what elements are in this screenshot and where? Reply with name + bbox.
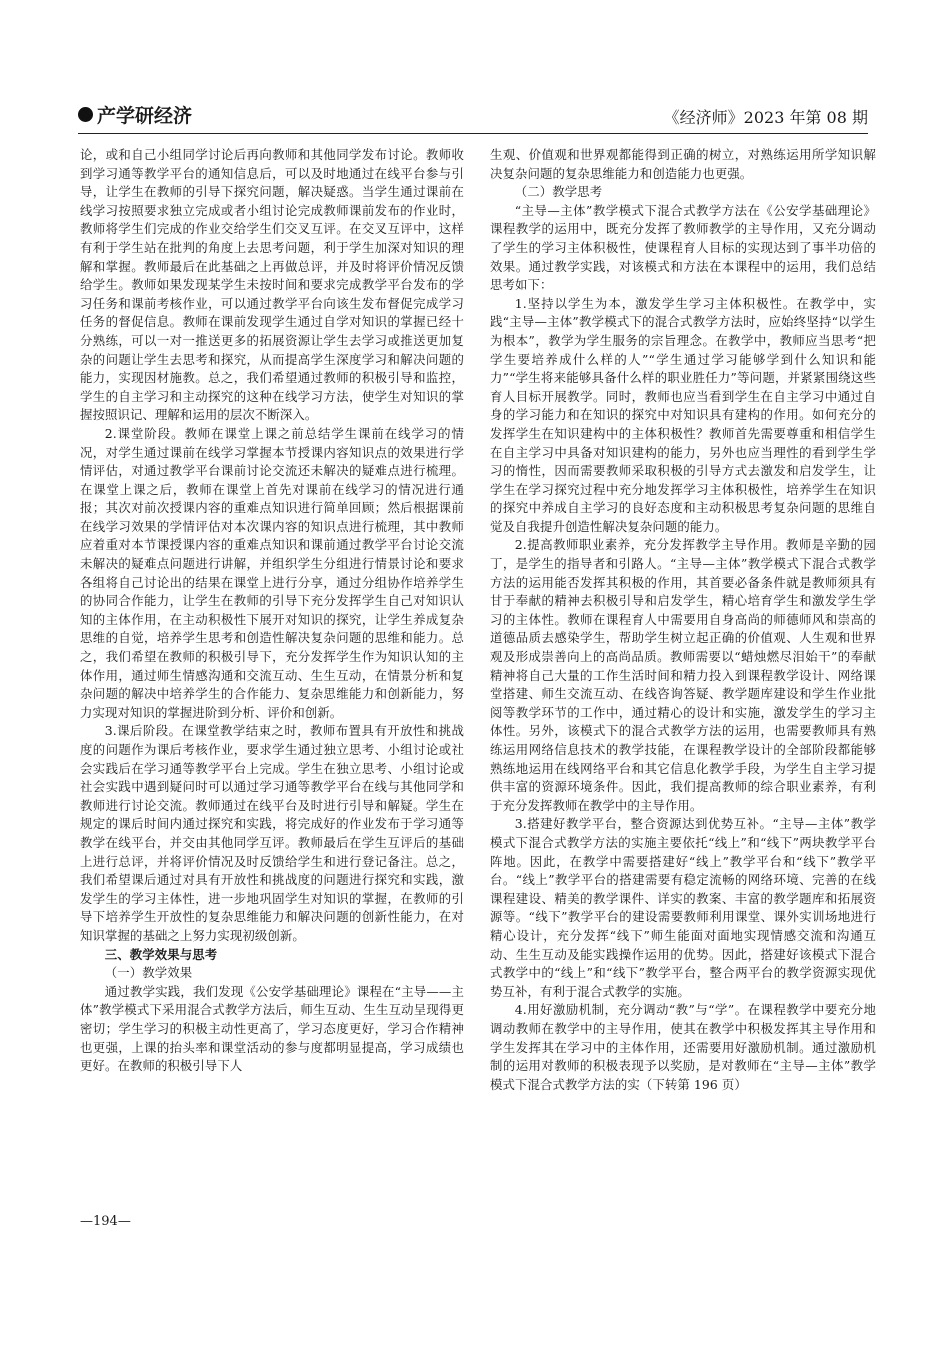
subsection-heading: （二）教学思考	[514, 184, 603, 200]
paragraph: 2.课堂阶段。教师在课堂上课之前总结学生课前在线学习的情况，对学生通过课前在线学习掌握本节授课内容知识点的效果进行学情评估，对通过教学平台课前讨论交流还未解决的疑难点进行梳理。在课堂上课之后，教师在课堂上首先对课前在线学习的情况进行通报；其次对前次授课内容的重难点知识进行简单回顾；然后根据课前在线学习效果的学情评估对本次课内容的知识点进行梳理，其中教师应着重对本节课授课内容的重难点知识和课前通过教学平台讨论交流未解决的疑难点问题进行讲解，并组织学生分组进行情景讨论和要求各组将自己讨论出的结果在课堂上进行分享，通过分组协作培养学生的协同合作能力，让学生在教师的引导下充分发挥学生自己对知识认知的主体作用，在主动积极性下展开对知识的探究，让学生养成复杂思维的自觉，培养学生思考和创造性解决复杂问题的思维和能力。总之，我们希望在教师的积极引导下，充分发挥学生作为知识认知的主体作用，通过师生情感沟通和交流互动、生生互动，在情景分析和复杂问题的解决中培养学生的合作能力、复杂思维能力和创新能力，努力实现对知识的掌握进阶到分析、评价和创新。	[80, 425, 464, 720]
paragraph: 生观、价值观和世界观都能得到正确的树立，对熟练运用所学知识解决复杂问题的复杂思维能力和创造能力也更强。	[490, 147, 876, 181]
subsection-heading: （一）教学效果	[104, 965, 193, 981]
paragraph: 1.坚持以学生为本，激发学生学习主体积极性。在教学中，实践“主导—主体”教学模式下的混合式教学方法时，应始终坚持“以学生为根本”，教学为学生服务的宗旨理念。在教学中，教师应当思考“把学生要培养成什么样的人”“学生通过学习能够学到什么知识和能力”“学生将来能够具备什么样的职业胜任力”等问题，并紧紧围绕这些育人目标开展教学。同时，教师也应当看到学生在自主学习中通过自身的学习能力和在知识的探究中对知识具有建构的作用。如何充分的发挥学生在知识建构中的主体积极性？教师首先需要尊重和相信学生在自主学习中具备对知识建构的能力，另外也应当理性的看到学生学习的惰性，因而需要教师采取积极的引导方式去激发和启发学生，让学生在学习探究过程中充分地发挥学习主体积极性，培养学生在知识的探究中养成自主学习的良好态度和主动积极思考复杂问题的思维自觉及自我提升创造性解决复杂问题的能力。	[490, 295, 876, 534]
paragraph: 论，或和自己小组同学讨论后再向教师和其他同学发布讨论。教师收到学习通等教学平台的通知信息后，可以及时地通过在线平台参与引导，让学生在教师的引导下探究问题，解决疑惑。当学生通过课前在线学习按照要求独立完成或者小组讨论完成教师课前发布的作业时，教师将学生们完成的作业交给学生们交叉互评。在交叉互评中，这样有利于学生站在批判的角度上去思考问题，利于学生加深对知识的理解和掌握。教师最后在此基础之上再做总评，并及时将评价情况反馈给学生。教师如果发现某学生未按时间和要求完成教学平台发布的学习任务和课前考核作业，可以通过教学平台向该生发布督促完成学习任务的督促信息。教师在课前发现学生通过自学对知识的掌握已经十分熟练，可以一对一推送更多的拓展资源让学生去学习或推送更加复杂的问题让学生去思考和探究，从而提高学生深度学习和解决问题的能力，实现因材施教。总之，我们希望通过教师的积极引导和监控，学生的自主学习和主动探究的这种在线学习方法，使学生对知识的掌握按照识记、理解和运用的层次不断深入。	[80, 147, 464, 423]
paragraph: “主导—主体”教学模式下混合式教学方法在《公安学基础理论》课程教学的运用中，既充分发挥了教师教学的主导作用，又充分调动了学生的学习主体积极性，使课程育人目标的实现达到了事半功倍的效果。通过教学实践，对该模式和方法在本课程中的运用，我们总结思考如下：	[490, 202, 876, 293]
journal-issue: 《经济师》2023 年第 08 期	[663, 108, 868, 127]
paragraph: 3.课后阶段。在课堂教学结束之时，教师布置具有开放性和挑战度的问题作为课后考核作业，要求学生通过独立思考、小组讨论或社会实践后在学习通等教学平台上完成。学生在独立思考、小组讨论或社会实践中遇到疑问时可以通过学习通等教学平台在线与其他同学和教师进行讨论交流。教师通过在线平台及时进行引导和解疑。学生在规定的课后时间内通过探究和实践，将完成好的作业发布于学习通等教学在线平台，并交由其他同学互评。教师最后在学生互评后的基础上进行总评，并将评价情况及时反馈给学生和进行登记备注。总之，我们希望课后通过对具有开放性和挑战度的问题进行探究和实践，激发学生的学习主体性，进一步地巩固学生对知识的掌握，在教师的引导下培养学生开放性的复杂思维能力和解决问题的创新性能力，在对知识掌握的基础之上努力实现初级创新。	[80, 723, 464, 943]
bullet-icon	[78, 107, 93, 122]
header-rule	[78, 133, 868, 134]
paragraph: 通过教学实践，我们发现《公安学基础理论》课程在“主导——主体”教学模式下采用混合式教学方法后，师生互动、生生互动呈现得更密切；学生学习的积极主动性更高了，学习态度更好，学习合作精神也更强，上课的抬头率和课堂活动的参与度都明显提高，学习成绩也更好。在教师的积极引导下人	[80, 983, 464, 1074]
left-column	[80, 146, 464, 1146]
right-column	[490, 146, 876, 1096]
paragraph: 2.提高教师职业素养，充分发挥教学主导作用。教师是辛勤的园丁，是学生的指导者和引路人。“主导—主体”教学模式下混合式教学方法的运用能否发挥其积极的作用，其首要必备条件就是教师须具有甘于奉献的精神去积极引导和启发学生，精心培育学生和激发学生学习的主体性。教师在课程育人中需要用自身高尚的师德师风和崇高的道德品质去感染学生，帮助学生树立起正确的价值观、人生观和世界观及形成崇善向上的高尚品质。教师需要以“蜡烛燃尽泪始干”的奉献精神将自己大量的工作生活时间和精力投入到课程教学设计、网络课堂搭建、师生交流互动、在线咨询答疑、教学题库建设和学生作业批阅等教学环节的工作中，通过精心的设计和实施，激发学生的学习主体性。另外，该模式下的混合式教学方法的运用，也需要教师具有熟练运用网络信息技术的教学技能，在课程教学设计的全部阶段都能够熟练地运用在线网络平台和其它信息化教学手段，为学生自主学习提供丰富的资源环境条件。因此，我们提高教师的综合职业素养，有利于充分发挥教师在教学中的主导作用。	[490, 537, 876, 813]
page-header	[78, 98, 868, 128]
page-number: —194—	[80, 1214, 131, 1229]
paragraph: 4.用好激励机制，充分调动“教”与“学”。在课程教学中要充分地调动教师在教学中的主导作用，使其在教学中积极发挥其主导作用和学生发挥其在学习中的主体作用，还需要用好激励机制。通过激励机制的运用对教师的积极表现予以奖励，是对教师在“主导—主体”教学模式下混合式教学方法的实（下转第 196 页）	[490, 1002, 876, 1092]
section-heading: 三、教学效果与思考	[104, 946, 218, 962]
section-label	[78, 101, 192, 128]
paragraph: 3.搭建好教学平台，整合资源达到优势互补。“主导—主体”教学模式下混合式教学方法的实施主要依托“线上”和“线下”两块教学平台阵地。因此，在教学中需要搭建好“线上”教学平台和“线下”教学平台。“线上”教学平台的搭建需要有稳定流畅的网络环境、完善的在线课程建设、精美的教学课件、详实的教案、丰富的教学题库和拓展资源等。“线下”教学平台的建设需要教师利用课堂、课外实训场地进行精心设计，充分发挥“线下”师生能面对面地实现情感交流和沟通互动、生生互动及能实践操作运用的优势。因此，搭建好该模式下混合式教学中的“线上”和“线下”教学平台，整合两平台的教学资源实现优势互补，有利于混合式教学的实施。	[490, 816, 876, 999]
section-title: 产学研经济	[97, 105, 193, 127]
